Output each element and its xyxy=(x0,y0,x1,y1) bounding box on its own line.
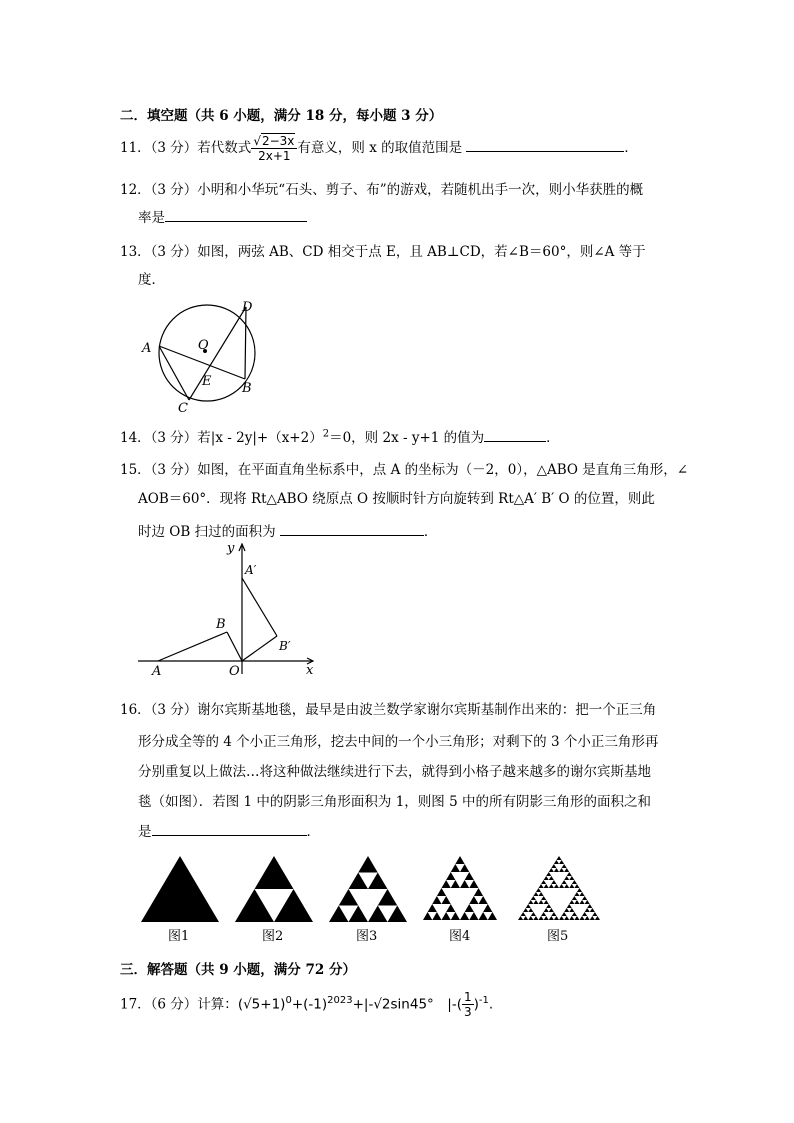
question-16-line3: 分别重复以上做法…将这种做法继续进行下去，就得到小格子越来越多的谢尔宾斯基地 xyxy=(138,764,651,780)
figure-label-1: 图1 xyxy=(168,929,190,944)
q17-end: . xyxy=(488,996,494,1013)
figure-label-3: 图3 xyxy=(356,929,378,944)
answer-blank[interactable] xyxy=(165,207,307,222)
q17-term3: +|-√2sin45° |-( xyxy=(352,996,462,1013)
shaded-triangle xyxy=(141,856,219,922)
question-16-line2: 形分成全等的 4 个小正三角形，挖去中间的一个小三角形；对剩下的 3 个小正三角形再 xyxy=(138,734,659,750)
q16-line5-text: 是 xyxy=(138,824,152,840)
q14-middle: ＝0，则 2x - y+1 的值为 xyxy=(329,430,485,446)
label-a: A xyxy=(152,664,162,679)
answer-blank[interactable] xyxy=(152,821,307,836)
question-17 xyxy=(120,990,493,1019)
label-o: O xyxy=(229,664,240,679)
segment-bo xyxy=(227,632,242,661)
question-14 xyxy=(120,426,560,446)
q11-prefix: 11．（3 分）若代数式 xyxy=(120,140,252,156)
label-c: C xyxy=(178,401,188,416)
sierpinski-fig-5 xyxy=(517,855,601,921)
question-13-line2: 度． xyxy=(138,272,165,288)
label-d: D xyxy=(242,300,253,315)
label-a-prime: A′ xyxy=(245,563,257,577)
q17-term1-exp: 0 xyxy=(285,995,292,1006)
question-15-line1: 15．（3 分）如图，在平面直角坐标系中，点 A 的坐标为（－2，0），△ABO 是直角三角形，∠ xyxy=(120,462,689,478)
segment-b1o xyxy=(242,636,277,661)
circle-chord-figure xyxy=(138,296,268,416)
q17-fraction-num: 1 xyxy=(463,990,472,1004)
answer-blank[interactable] xyxy=(280,521,424,536)
q17-term4-exp: -1 xyxy=(478,995,489,1006)
q14-exponent: 2 xyxy=(322,428,330,440)
sierpinski-fig-3 xyxy=(328,855,408,923)
label-b-prime: B′ xyxy=(279,639,291,653)
q11-end: ． xyxy=(624,140,638,156)
answer-blank[interactable] xyxy=(466,137,624,152)
label-y: y xyxy=(227,541,235,556)
q16-end: ． xyxy=(306,824,320,840)
question-13-line1: 13．（3 分）如图，两弦 AB、CD 相交于点 E，且 AB⊥CD，若∠B＝60°，则∠A 等于 xyxy=(120,244,646,260)
q11-numerator: √2−3x xyxy=(251,134,297,149)
label-x: x xyxy=(306,663,314,678)
question-16-line4: 毯（如图）．若图 1 中的阴影三角形面积为 1，则图 5 中的所有阴影三角形的面积之和 xyxy=(138,794,651,810)
segment-ab xyxy=(158,632,227,661)
segment-db xyxy=(245,307,246,379)
chord-cd xyxy=(189,307,246,400)
sierpinski-fig-4 xyxy=(422,855,498,921)
q14-prefix: 14．（3 分）若|x - 2y|+（x+2） xyxy=(120,430,323,446)
question-15-line3 xyxy=(138,520,437,540)
section-heading-3: 三．解答题（共 9 小题，满分 72 分） xyxy=(120,962,356,978)
label-o: O xyxy=(198,338,209,353)
q15-line3-text: 时边 OB 扫过的面积为 xyxy=(138,524,276,540)
label-b: B xyxy=(242,381,252,396)
question-16-line5 xyxy=(138,820,320,840)
question-12-line2 xyxy=(138,206,307,226)
q15-end: ． xyxy=(423,524,438,540)
label-e: E xyxy=(202,374,212,389)
question-15-line2: AOB＝60°．现将 Rt△ABO 绕原点 O 按顺时针方向旋转到 Rt△A′ B′ O 的位置，则此 xyxy=(138,491,655,507)
q17-term1: (√5+1) xyxy=(237,996,286,1013)
answer-blank[interactable] xyxy=(484,427,546,442)
question-12-line1: 12．（3 分）小明和小华玩“石头、剪子、布”的游戏，若随机出手一次，则小华获胜的概 xyxy=(120,182,644,198)
sierpinski-fig-2 xyxy=(234,855,314,923)
q17-term2: +(-1) xyxy=(291,996,328,1013)
q17-fraction xyxy=(462,990,474,1019)
q17-term2-exp: 2023 xyxy=(327,995,353,1006)
label-b: B xyxy=(216,617,226,632)
question-16-line1: 16．（3 分）谢尔宾斯基地毯，最早是由波兰数学家谢尔宾斯基制作出来的：把一个正三角 xyxy=(120,702,657,718)
figure-label-2: 图2 xyxy=(262,929,284,944)
q11-denominator: 2x+1 xyxy=(258,149,291,163)
q11-suffix: 有意义，则 x 的取值范围是 xyxy=(297,140,463,156)
segment-a1b1 xyxy=(242,578,277,636)
sierpinski-fig-1 xyxy=(140,855,220,923)
label-a: A xyxy=(142,341,152,356)
figure-label-5: 图5 xyxy=(547,929,569,944)
question-11 xyxy=(120,134,638,163)
q17-term4: ) xyxy=(473,996,479,1013)
figure-label-4: 图4 xyxy=(449,929,471,944)
q17-prefix: 17．（6 分）计算： xyxy=(120,996,238,1013)
q12-line2-text: 率是 xyxy=(138,210,165,226)
section-heading: 二．填空题（共 6 小题，满分 18 分，每小题 3 分） xyxy=(120,108,443,124)
q11-fraction xyxy=(251,134,297,163)
q14-end: ． xyxy=(546,430,560,446)
q17-fraction-den: 3 xyxy=(463,1005,472,1019)
coordinate-figure xyxy=(132,538,322,680)
